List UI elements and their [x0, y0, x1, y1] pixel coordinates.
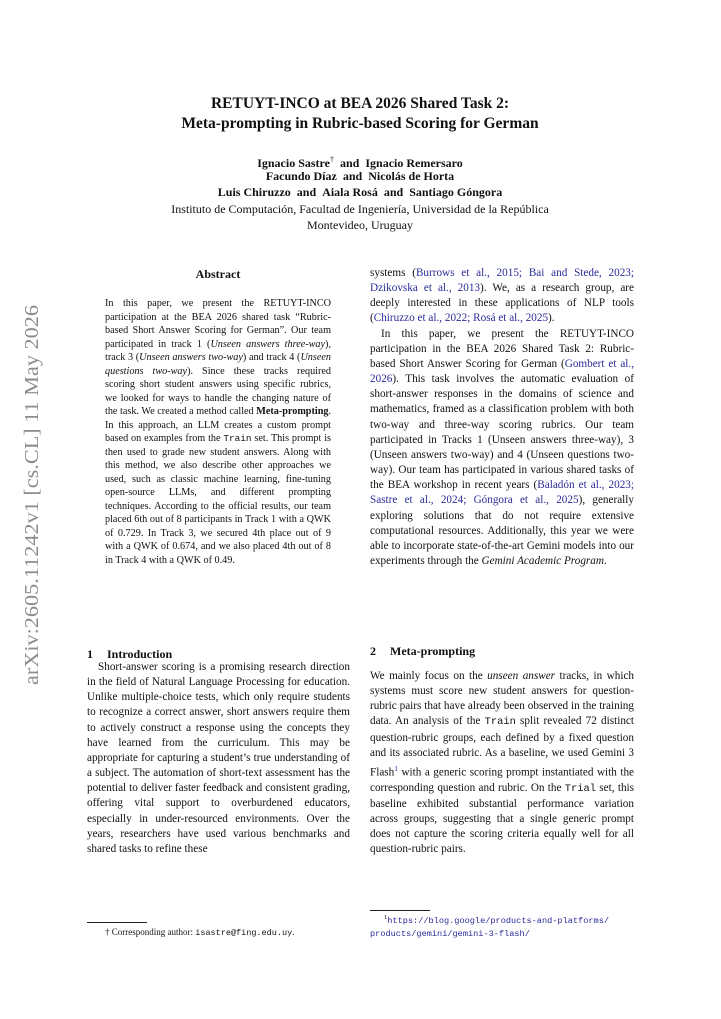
meta-text-block	[370, 669, 634, 858]
text: ). This task involves the automatic evaluation of short-answer responses in the domains of science and mathematics, framed as a classification problem with both two-way and three-way scoring rubrics. Our team participated in Tracks 1 (Unseen answers three-way), 3 (Unseen answers two-way) and 4 (Unseen questions two-way). Our team has participated in various shared tasks of the BEA workshop in recent years (	[370, 373, 634, 492]
affiliation: Instituto de Computación, Facultad de Ingeniería, Universidad de la República	[171, 202, 549, 216]
author-name: Ignacio Sastre	[257, 156, 330, 170]
and-word: and	[296, 185, 317, 199]
paper-title-line2: Meta-prompting in Rubric-based Scoring for German	[181, 115, 539, 132]
footnote-rule-left	[87, 922, 147, 923]
citation-link[interactable]: Burrows et al., 2015; Bai and Stede, 2023; Dzikovska et al., 2013	[370, 267, 634, 295]
right-column-intro	[370, 266, 634, 569]
author-name: Santiago Góngora	[409, 185, 503, 199]
meta-prompting-paragraph	[370, 669, 634, 858]
footnote-url[interactable]: https://blog.google/products-and-platforms/	[387, 916, 610, 926]
author-name: Aiala Rosá	[322, 185, 378, 199]
author-name: Nicolás de Horta	[368, 169, 455, 183]
abstract-heading: Abstract	[195, 267, 241, 281]
text: systems (	[370, 267, 416, 279]
right-paragraph-1	[370, 266, 634, 327]
footnote-ref[interactable]: 1	[394, 763, 398, 773]
abstract-italic: Unseen questions two-way	[105, 352, 331, 377]
meta-prompting-heading	[370, 644, 475, 659]
and-word: and	[339, 156, 360, 170]
abstract-text: ). Since these tracks required scoring short student answers using specific rubrics, we looked for ways to handle the changing nature of the task. We created a method called	[105, 365, 331, 417]
footnote-url-line1[interactable]	[370, 912, 650, 927]
section-number: 1	[87, 647, 93, 661]
arxiv-stamp	[8, 300, 48, 690]
abstract-text: . In this approach, an LLM creates a custom prompt based on examples from the	[105, 406, 331, 444]
citation-link[interactable]: Gombert et al., 2026	[370, 357, 635, 386]
footnote-url-line2[interactable]	[370, 927, 650, 940]
text: ), generally exploring solutions that do not require extensive computational resources. Additionally, this year we were able to incorporate state-of-the-art Gemini models into our experiments through the	[370, 494, 634, 567]
footnote-right	[370, 912, 650, 940]
and-word: and	[342, 169, 363, 183]
author-name: Ignacio Remersaro	[365, 156, 463, 170]
author-name: Luis Chiruzzo	[217, 185, 291, 199]
text: In this paper, we present the RETUYT-INCO participation in the BEA 2026 Shared Task 2: Rubric-based Short Answer Scoring for German (	[370, 327, 634, 370]
location: Montevideo, Uruguay	[307, 218, 413, 232]
footnote-mark: 1	[384, 914, 388, 921]
footnote-mark: †	[105, 927, 110, 937]
text: We mainly focus on the	[370, 670, 488, 682]
abstract-text: set. This prompt is then used to grade new student answers. Along with this method, we also describe other approaches we used, such as classic machine learning, fine-tuning open-source LLMs, and different prompting techniques. According to the official results, our team placed 6th out of 8 participants in Track 1 with a QWK of 0.729. In Track 3, we secured 4th place out of 9 with a QWK of 0.674, and we also placed 4th out of 8 in Track 4 with a QWK of 0.49.	[105, 433, 331, 566]
section-title: Meta-prompting	[390, 644, 476, 658]
abstract-body	[105, 297, 331, 567]
intro-paragraph	[87, 660, 350, 857]
abstract-text: ) and track 4 (	[242, 352, 301, 363]
footnote-rule-right	[370, 910, 430, 911]
abstract-bold: Meta-prompting	[256, 406, 329, 417]
abstract-code: Train	[223, 433, 252, 444]
footnote-text: Corresponding author:	[109, 927, 196, 937]
footnote-end: .	[292, 927, 295, 937]
section-title: Introduction	[107, 647, 173, 661]
citation-link[interactable]: Baladón et al., 2023; Sastre et al., 2024; Góngora et al., 2025	[370, 479, 634, 507]
text: ).	[548, 312, 555, 325]
section-number: 2	[370, 644, 376, 658]
and-word: and	[383, 185, 404, 199]
text: with a generic scoring prompt instantiated with the corresponding question and rubric. On the	[370, 766, 634, 794]
dagger-mark: †	[329, 155, 334, 164]
footnote-url[interactable]: products/gemini/gemini-3-flash/	[370, 929, 530, 939]
text: ). We, as a research group, are deeply interested in these applications of NLP tools (	[370, 282, 634, 325]
arxiv-stamp-text: arXiv:2605.11242v1 [cs.CL] 11 May 2026	[21, 343, 43, 685]
author-line-3	[100, 184, 620, 200]
code-text: Trial	[564, 782, 596, 795]
code-text: Train	[484, 716, 516, 729]
text: set, this baseline exhibited substantial performance variation across groups, suggesting that a single generic prompt does not capture the scoring criteria equally well for all question-rubric pairs.	[370, 781, 634, 856]
text: tracks, in which systems must score new student answers for question-rubric pairs that have already been observed in the training data. An analysis of the	[370, 670, 634, 728]
arxiv-stamp-svg	[8, 300, 48, 690]
author-line-2	[100, 168, 620, 184]
footnote-email: isastre@fing.edu.uy	[195, 928, 293, 938]
text: split revealed 72 distinct question-rubric groups, each defined by a fixed question and its associated rubric. As a baseline, we used Gemini 3 Flash	[370, 715, 634, 779]
author-name: Facundo Díaz	[265, 169, 337, 183]
abstract-text: ), track 3 (	[105, 338, 331, 363]
italic-text: Gemini Academic Program	[481, 554, 604, 567]
abstract-text: In this paper, we present the RETUYT-INCO participation at the BEA 2026 shared task “Rubric-based Short Answer Scoring for German”. Our team participated in track 1 (	[105, 298, 331, 350]
intro-text: Short-answer scoring is a promising research direction in the field of Natural Language Processing for education. Unlike multiple-choice tests, which only require students to recognize a correct answer, short answers require them to actively construct a response using the concepts they have learned from the curriculum. This may be appropriate for capturing a student’s true understanding of a subject. The automation of short-text assessment has the potential to deliver faster feedback and consistent grading, offering vital support to overburdened educators, especially in under-resourced environments. Over the years, researchers have used various benchmarks and shared tasks to refine these	[87, 661, 350, 855]
paper-title-line1: RETUYT-INCO at BEA 2026 Shared Task 2:	[210, 95, 510, 112]
abstract-italic: Unseen answers two-way	[139, 352, 243, 363]
right-paragraph-2	[370, 327, 634, 570]
italic-text: unseen answer	[487, 670, 556, 682]
footnote-left	[105, 926, 355, 939]
citation-link[interactable]: Chiruzzo et al., 2022; Rosá et al., 2025	[373, 312, 549, 325]
abstract-italic: Unseen answers three-way	[210, 338, 326, 350]
text: .	[603, 554, 607, 567]
